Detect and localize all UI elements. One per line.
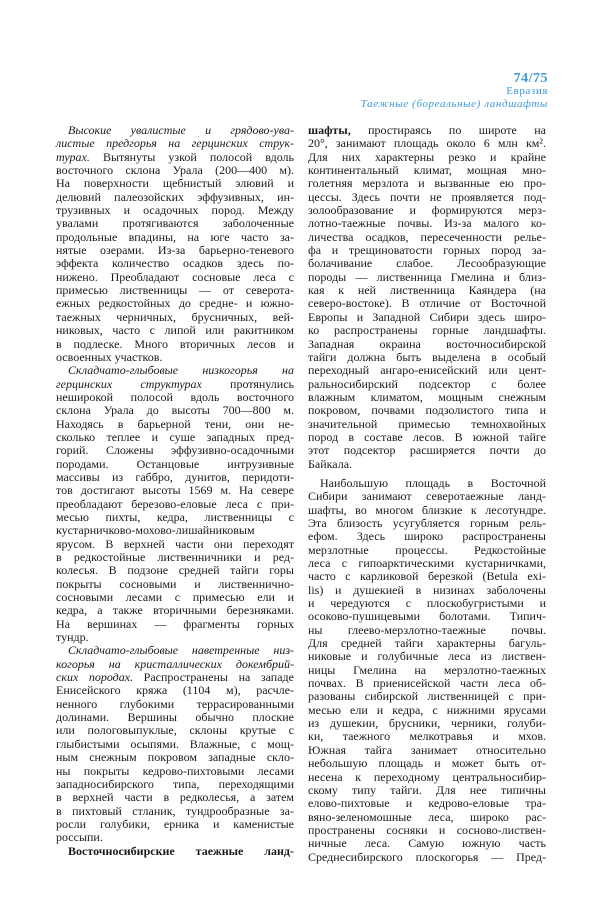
body-text: ежных редкостойных до средне- и южно-: [56, 296, 294, 311]
text-line: [308, 597, 546, 610]
text-line: [56, 524, 294, 537]
text-line: [56, 684, 294, 697]
text-line: [56, 498, 294, 511]
body-text: колесья. В подзоне средней тайги горы: [56, 563, 294, 578]
text-line: [56, 671, 294, 684]
text-column-left: [56, 124, 294, 858]
text-line: [308, 177, 546, 190]
text-line: [56, 338, 294, 351]
text-line: [56, 137, 294, 150]
body-text: небольшую площадь и может быть от-: [308, 756, 546, 771]
text-line: [56, 618, 294, 631]
body-text: трузивных и осадочных пород. Между: [56, 203, 294, 218]
text-line: [56, 418, 294, 431]
italic-heading-text: когорья на кристаллических докембрий-: [56, 656, 294, 671]
body-text: lis) и душекией в низинах заболочены: [308, 582, 546, 597]
body-text: россыпи.: [56, 830, 103, 845]
body-text: Байкала.: [308, 456, 353, 471]
text-line: [56, 217, 294, 230]
body-text: переходный ангаро-енисейский или цент-: [308, 363, 546, 378]
text-line: [56, 297, 294, 310]
body-text: нятые озерами. Из-за барьерно-теневого: [56, 243, 294, 258]
subsection-title: Таежные (бореальные) ландшафты: [360, 98, 548, 110]
text-line: [308, 784, 546, 797]
body-text: глыбистыми осыпями. Влажные, с мощ-: [56, 736, 294, 751]
body-text: разованы сибирской лиственницей с при-: [308, 689, 546, 704]
text-line: [308, 191, 546, 204]
text-line: [56, 311, 294, 324]
body-text: кая к ней лиственница Каяндера (на: [308, 283, 546, 298]
text-line: [308, 730, 546, 743]
text-line: [308, 584, 546, 597]
text-line: [308, 271, 546, 284]
text-line: [56, 724, 294, 737]
text-line: [308, 530, 546, 543]
body-text: восточного склона Урала (200—400 м).: [56, 163, 294, 178]
text-line: [308, 570, 546, 583]
section-title: Евразия: [506, 85, 548, 97]
body-text: ко распространены горные ландшафты.: [308, 323, 546, 338]
body-text: в редкостойные лиственничники и ред-: [56, 550, 294, 564]
text-line: [308, 851, 546, 864]
italic-heading-text: Складчато-глыбовые низкогорья на: [68, 363, 294, 378]
text-line: [308, 151, 546, 164]
body-text: породами. Останцовые интрузивные: [56, 456, 294, 471]
body-text: и чередуются с плоскобугристыми и: [308, 596, 546, 611]
body-text: шафты, во многом близкие к лесотундре.: [308, 502, 546, 517]
text-line: [56, 391, 294, 404]
text-line: [308, 324, 546, 337]
text-line: [308, 650, 546, 663]
body-text: вяно-зеленомошные леса, широко рас-: [308, 809, 546, 824]
text-line: [56, 458, 294, 471]
text-line: [308, 338, 546, 351]
text-line: [56, 578, 294, 591]
italic-heading-text: турах.: [56, 149, 90, 164]
italic-heading-text: Высокие увалистые и грядово-ува-: [68, 123, 294, 137]
text-line: [56, 698, 294, 711]
body-text: эффекта количество осадков здесь по-: [56, 256, 294, 271]
text-line: [56, 177, 294, 190]
body-text: никовых, часто с липой или ракитником: [56, 323, 294, 338]
text-line: [56, 431, 294, 444]
text-line: [308, 624, 546, 637]
italic-heading-text: ских породах.: [56, 670, 134, 685]
text-line: [56, 831, 294, 844]
text-line: [56, 257, 294, 270]
body-text: освоенных участков.: [56, 349, 163, 364]
text-line: [308, 664, 546, 677]
text-line: [308, 351, 546, 364]
text-line: [308, 418, 546, 431]
body-text: почвах. В приенисейской части леса об-: [308, 676, 546, 691]
body-text: Распространены на западе: [133, 670, 294, 685]
text-line: [308, 757, 546, 770]
text-line: [308, 458, 546, 471]
italic-heading-text: герцинских структурах: [56, 376, 202, 391]
body-text: пород в составе лесов. В южной тайге: [308, 429, 546, 444]
text-line: [56, 471, 294, 484]
text-line: [308, 378, 546, 391]
text-line: [56, 538, 294, 551]
body-text: увалами протягиваются заболоченные: [56, 216, 294, 231]
body-text: ны глеево-мерзлотно-таежные почвы.: [308, 622, 546, 637]
text-line: [308, 297, 546, 310]
text-line: [308, 677, 546, 690]
body-text: ярусом. В верхней части они переходят: [56, 536, 294, 551]
text-line: [308, 704, 546, 717]
body-text: кустарничково-мохово-лишайниковым: [56, 523, 255, 538]
body-text: примесью лиственницы — от северота-: [56, 283, 294, 298]
body-text: лотно-таежные почвы. Из-за малого ко-: [308, 216, 546, 231]
body-text: западносибирского типа, переходящими: [56, 776, 294, 791]
bold-heading-text: Восточносибирские таежные ланд-: [68, 843, 294, 858]
text-line: [308, 557, 546, 570]
text-line: [56, 765, 294, 778]
text-line: [308, 610, 546, 623]
body-text: Наибольшую площадь в Восточной: [320, 475, 546, 490]
text-line: [308, 244, 546, 257]
body-text: Енисейского кряжа (1104 м), расчле-: [56, 683, 294, 698]
body-text: ны покрыты кедрово-пихтовыми лесами: [56, 763, 294, 778]
running-header: [361, 72, 548, 111]
text-line: [56, 284, 294, 297]
text-line: [308, 217, 546, 230]
text-line: [308, 204, 546, 217]
bold-heading-text: шафты,: [308, 123, 351, 137]
text-line: [56, 658, 294, 671]
body-text: горий. Сложены эффузивно-осадочными: [56, 443, 294, 458]
body-text: золообразование и формируются мерз-: [308, 203, 546, 218]
body-text: покрыты сосновыми и лиственнично-: [56, 576, 294, 591]
body-text: континентальный климат, мощная мно-: [308, 163, 546, 178]
text-line: [56, 378, 294, 391]
body-text: нижено. Преобладают сосновые леса с: [56, 269, 294, 284]
body-text: сколько теплее и суше западных пред-: [56, 429, 294, 444]
text-line: [308, 257, 546, 270]
text-line: [308, 771, 546, 784]
text-line: [56, 124, 294, 137]
body-text: ничные леса. Самую южную часть: [308, 836, 546, 851]
text-line: [308, 637, 546, 650]
text-line: [56, 271, 294, 284]
text-line: [308, 364, 546, 377]
text-line: [308, 690, 546, 703]
text-line: [56, 204, 294, 217]
body-text: влажным климатом, мощным снежным: [308, 389, 546, 404]
body-text: северо-востоке). В отличие от Восточной: [308, 296, 546, 311]
body-text: Среднесибирского плоскогорья — Пред-: [308, 849, 546, 864]
body-text: мерзлотные процессы. Редкостойные: [308, 542, 546, 557]
body-text: ным снежным покровом западные скло-: [56, 750, 294, 765]
text-line: [56, 778, 294, 791]
body-text: Вытянуты узкой полосой вдоль: [89, 149, 294, 164]
text-line: [308, 490, 546, 503]
body-text: породы — лиственница Гмелина и близ-: [308, 269, 546, 284]
body-text: часто с карликовой березкой (Betula exi-: [308, 569, 546, 584]
body-text: ральносибирский подсектор с более: [308, 376, 546, 391]
body-text: этот подсектор расширяется почти до: [308, 443, 546, 458]
body-text: массивы из габбро, дунитов, перидоти-: [56, 469, 294, 484]
body-text: долинами. Вершины обычно плоские: [56, 710, 294, 725]
text-line: [56, 644, 294, 657]
body-text: На поверхности щебнистый элювий и: [56, 176, 294, 191]
body-text: кедра, а также вторичными березняками.: [56, 603, 294, 618]
text-line: [56, 484, 294, 497]
body-text: неширокой полосой вдоль восточного: [56, 389, 294, 404]
body-text: продольные впадины, на юге часто за-: [56, 229, 294, 244]
text-line: [308, 164, 546, 177]
body-text: покровом, почвами подзолистого типа и: [308, 403, 546, 418]
body-text: преобладают березово-еловые леса с при-: [56, 496, 294, 511]
body-text: тов достигают высоты 1569 м. На севере: [56, 483, 294, 498]
text-line: [56, 604, 294, 617]
body-text: в верхней части в редколесья, а затем: [56, 790, 294, 805]
text-line: [308, 284, 546, 297]
body-text: ненного глубокими террасированными: [56, 696, 294, 711]
body-text: Сибири занимают северотаежные ланд-: [308, 489, 546, 504]
body-text: Находясь в барьерной тени, они не-: [56, 416, 294, 431]
text-line: [56, 444, 294, 457]
body-text: личества осадков, пересеченности релье-: [308, 229, 546, 244]
text-line: [56, 191, 294, 204]
body-text: цессы. Здесь почти не проявляется под-: [308, 189, 546, 204]
text-line: [56, 351, 294, 364]
body-text: месью ели и кедра, с нижними ярусами: [308, 702, 546, 717]
text-line: [56, 551, 294, 564]
body-text: тайги должна быть выделена в особый: [308, 349, 546, 364]
body-text: значительной примесью темнохвойных: [308, 416, 546, 431]
body-text: голетняя мерзлота и вызванные ею про-: [308, 176, 546, 191]
text-line: [308, 837, 546, 850]
text-line: [56, 791, 294, 804]
text-line: [56, 591, 294, 604]
body-text: никовые и голубичные леса из листвен-: [308, 649, 546, 664]
body-text: делювий палеозойских эффузивных, ин-: [56, 189, 294, 204]
text-line: [308, 544, 546, 557]
body-text: Для них характерны резко и крайне: [308, 149, 546, 164]
body-text: склона Урала до высоты 700—800 м.: [56, 403, 294, 418]
body-text: несена к переходному центральносибир-: [308, 769, 546, 784]
text-line: [56, 805, 294, 818]
text-line: [56, 364, 294, 377]
body-text: Западная окраина восточносибирской: [308, 336, 546, 351]
body-text: ки, таежного мелкотравья и мхов.: [308, 729, 546, 744]
body-text: росли голубики, ерника и каменистые: [56, 816, 294, 831]
body-text: ницы Гмелина на мерзлотно-таежных: [308, 662, 546, 677]
body-text: таежных черничных, брусничных, вей-: [56, 309, 294, 324]
body-text: пространены сосняки и сосново-листвен-: [308, 822, 546, 837]
text-line: [308, 431, 546, 444]
body-text: в пихтовый стланик, тундрообразные за-: [56, 803, 294, 818]
text-line: [308, 477, 546, 490]
text-line: [56, 244, 294, 257]
text-line: [56, 231, 294, 244]
italic-heading-text: Складчато-глыбовые наветренные низ-: [68, 643, 294, 658]
text-line: [308, 744, 546, 757]
italic-heading-text: листые предгорья на герцинских струк-: [56, 136, 294, 151]
text-line: [308, 137, 546, 150]
text-line: [308, 231, 546, 244]
body-text: осоково-пушицевыми болотами. Типич-: [308, 609, 546, 624]
text-line: [308, 717, 546, 730]
body-text: протянулись: [201, 376, 294, 391]
text-line: [308, 124, 546, 137]
body-text: елово-пихтовые и кедрово-еловые тра-: [308, 796, 546, 811]
body-text: или пологовыпуклые, склоны крутые с: [56, 723, 294, 738]
text-line: [308, 517, 546, 530]
text-line: [308, 811, 546, 824]
text-line: [56, 751, 294, 764]
body-text: скому типу тайги. Для нее типичны: [308, 782, 546, 797]
text-line: [308, 404, 546, 417]
text-line: [56, 511, 294, 524]
body-text: фа и трещиноватости горных пород за-: [308, 243, 546, 258]
text-line: [308, 311, 546, 324]
body-text: болачивание слабое. Лесообразующие: [308, 256, 546, 271]
text-line: [56, 738, 294, 751]
text-line: [56, 164, 294, 177]
text-column-right: [308, 124, 546, 864]
page-numbers: 74/75: [513, 71, 548, 86]
body-text: в подлеске. Много вторичных лесов и: [56, 336, 294, 351]
body-text: простираясь по широте на: [350, 123, 546, 137]
text-line: [56, 845, 294, 858]
body-text: из душекии, брусники, черники, голуби-: [308, 716, 546, 731]
body-text: Для средней тайги характерны багуль-: [308, 636, 546, 651]
body-text: месью пихты, кедра, лиственницы с: [56, 509, 294, 524]
text-line: [308, 444, 546, 457]
body-text: Европы и Западной Сибири здесь широ-: [308, 309, 546, 324]
text-line: [56, 404, 294, 417]
text-line: [308, 824, 546, 837]
body-text: леса с гипоарктическими кустарничками,: [308, 556, 546, 570]
text-line: [56, 711, 294, 724]
body-text: 20°, занимают площадь около 6 млн км².: [308, 136, 546, 151]
text-line: [56, 564, 294, 577]
body-text: тундр.: [56, 630, 89, 645]
text-line: [56, 324, 294, 337]
body-text: сосновыми лесами с примесью ели и: [56, 590, 294, 605]
body-text: Южная тайга занимает относительно: [308, 742, 546, 757]
body-text: ефом. Здесь широко распространены: [308, 529, 546, 544]
body-text: На вершинах — фрагменты горных: [56, 616, 294, 631]
body-text: Эта близость усугубляется горным рель-: [308, 515, 546, 530]
text-line: [56, 631, 294, 644]
text-line: [308, 391, 546, 404]
text-line: [308, 797, 546, 810]
text-line: [56, 151, 294, 164]
text-line: [56, 818, 294, 831]
text-line: [308, 504, 546, 517]
